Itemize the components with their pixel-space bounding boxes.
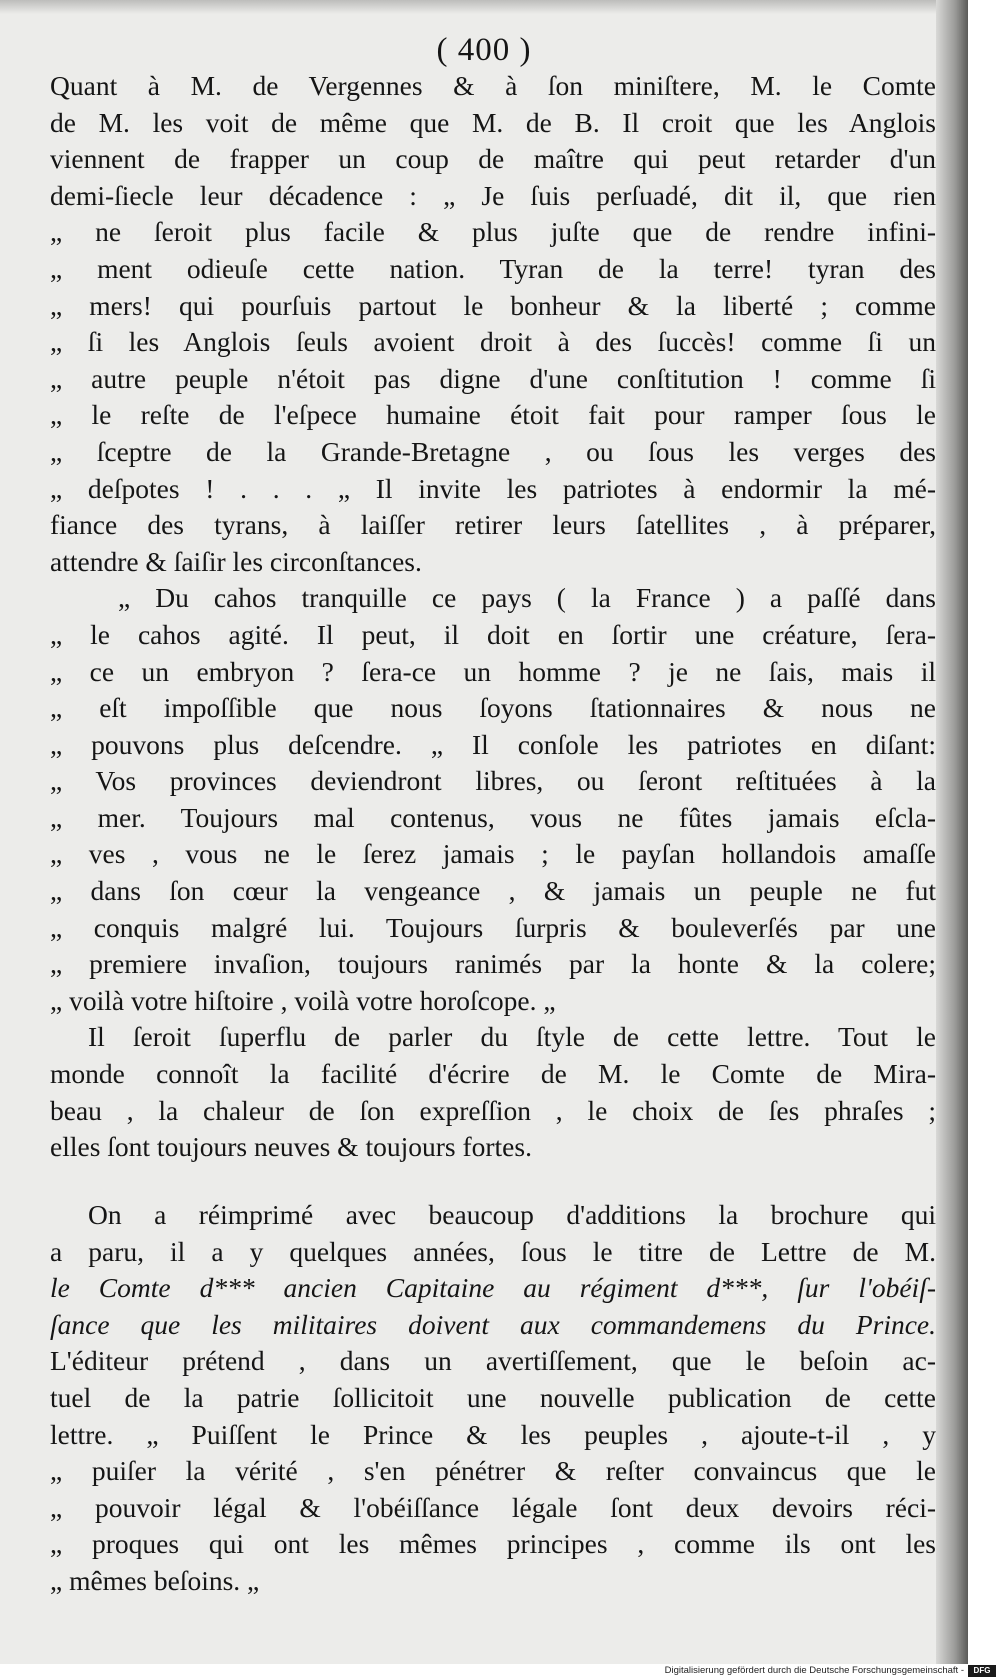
- digitization-credit: Digitalisierung gefördert durch die Deutsche Forschungsgemeinschaft -: [664, 1665, 964, 1676]
- text-line: attendre & ſaiſir les circonſtances.: [50, 545, 422, 577]
- text-line: „ mêmes beſoins. „: [50, 1564, 260, 1596]
- text-line: „ deſpotes ! . . . „ Il invite les patriotes à endormir la mé-: [50, 472, 936, 504]
- text-line: „ mers! qui pourſuis partout le bonheur & la liberté ; comme: [50, 289, 936, 321]
- text-line: a paru, il a y quelques années, ſous le titre de Lettre de M.: [50, 1235, 936, 1267]
- page-top-edge: [0, 0, 968, 14]
- text-line: „ le cahos agité. Il peut, il doit en ſortir une créature, ſera-: [50, 618, 936, 650]
- text-line: Quant à M. de Vergennes & à ſon miniſtere, M. le Comte: [50, 70, 936, 101]
- text-line: „ mer. Toujours mal contenus, vous ne fûtes jamais eſcla-: [50, 801, 936, 833]
- text-line: de M. les voit de même que M. de B. Il croit que les Anglois: [50, 106, 936, 138]
- text-line: elles ſont toujours neuves & toujours fortes.: [50, 1131, 532, 1163]
- text-line: „ Vos provinces deviendront libres, ou ſeront reſtituées à la: [50, 765, 936, 797]
- dfg-logo: DFG: [968, 1665, 996, 1677]
- text-line: „ dans ſon cœur la vengeance , & jamais un peuple ne fut: [50, 875, 936, 907]
- text-line: „ ce un embryon ? ſera-ce un homme ? je ne ſais, mais il: [50, 655, 936, 687]
- page-number: ( 400 ): [436, 32, 532, 68]
- digitization-footer: [0, 1664, 1000, 1679]
- text-line: viennent de frapper un coup de maître qui peut retarder d'un: [50, 143, 936, 175]
- text-line: le Comte d*** ancien Capitaine au régiment d***, ſur l'obéiſ-: [50, 1272, 936, 1304]
- text-line: „ puiſer la vérité , s'en pénétrer & reſter convaincus que le: [50, 1455, 936, 1487]
- text-line: „ ſceptre de la Grande-Bretagne , ou ſous les verges des: [50, 435, 936, 467]
- text-line: beau , la chaleur de ſon expreſſion , le choix de ſes phraſes ;: [50, 1094, 936, 1126]
- text-line: „ ment odieuſe cette nation. Tyran de la terre! tyran des: [50, 252, 936, 284]
- text-line: „ le reſte de l'eſpece humaine étoit fait pour ramper ſous le: [50, 399, 936, 431]
- text-line: „ pouvons plus deſcendre. „ Il conſole les patriotes en diſant:: [50, 728, 936, 760]
- text-line: „ voilà votre hiſtoire , voilà votre horoſcope. „: [50, 984, 556, 1016]
- page-binding-shadow: [936, 0, 968, 1664]
- text-line: Il ſeroit ſuperflu de parler du ſtyle de cette lettre. Tout le: [88, 1021, 936, 1053]
- text-line: „ Du cahos tranquille ce pays ( la France ) a paſſé dans: [118, 582, 936, 614]
- text-line: L'éditeur prétend , dans un avertiſſement, que le beſoin ac-: [50, 1345, 936, 1377]
- text-line: „ ne ſeroit plus facile & plus juſte que de rendre infini-: [50, 216, 936, 248]
- text-line: tuel de la patrie ſollicitoit une nouvelle publication de cette: [50, 1381, 936, 1413]
- text-line: „ proques qui ont les mêmes principes , comme ils ont les: [50, 1528, 936, 1560]
- text-line: „ ves , vous ne le ſerez jamais ; le payſan hollandois amaſſe: [50, 838, 936, 870]
- text-line: „ pouvoir légal & l'obéiſſance légale ſont deux devoirs réci-: [50, 1491, 936, 1523]
- text-block-second: [50, 1197, 936, 1600]
- text-line: On a réimprimé avec beaucoup d'additions la brochure qui: [88, 1199, 936, 1230]
- text-block-main: [50, 68, 936, 1166]
- text-line: „ autre peuple n'étoit pas digne d'une conſtitution ! comme ſi: [50, 362, 936, 394]
- text-line: „ premiere invaſion, toujours ranimés par la honte & la colere;: [50, 948, 936, 980]
- text-line: „ conquis malgré lui. Toujours ſurpris & bouleverſés par une: [50, 911, 936, 943]
- text-line: monde connoît la facilité d'écrire de M. le Comte de Mira-: [50, 1058, 936, 1090]
- text-line: „ eſt impoſſible que nous ſoyons ſtationnaires & nous ne: [50, 692, 936, 724]
- text-line: ſance que les militaires doivent aux commandemens du Prince.: [50, 1308, 936, 1340]
- text-line: „ ſi les Anglois ſeuls avoient droit à des ſuccès! comme ſi un: [50, 326, 936, 358]
- text-line: fiance des tyrans, à laiſſer retirer leurs ſatellites , à préparer,: [50, 509, 936, 541]
- text-line: lettre. „ Puiſſent le Prince & les peuples , ajoute-t-il , y: [50, 1418, 936, 1450]
- text-line: demi-ſiecle leur décadence : „ Je ſuis perſuadé, dit il, que rien: [50, 179, 936, 211]
